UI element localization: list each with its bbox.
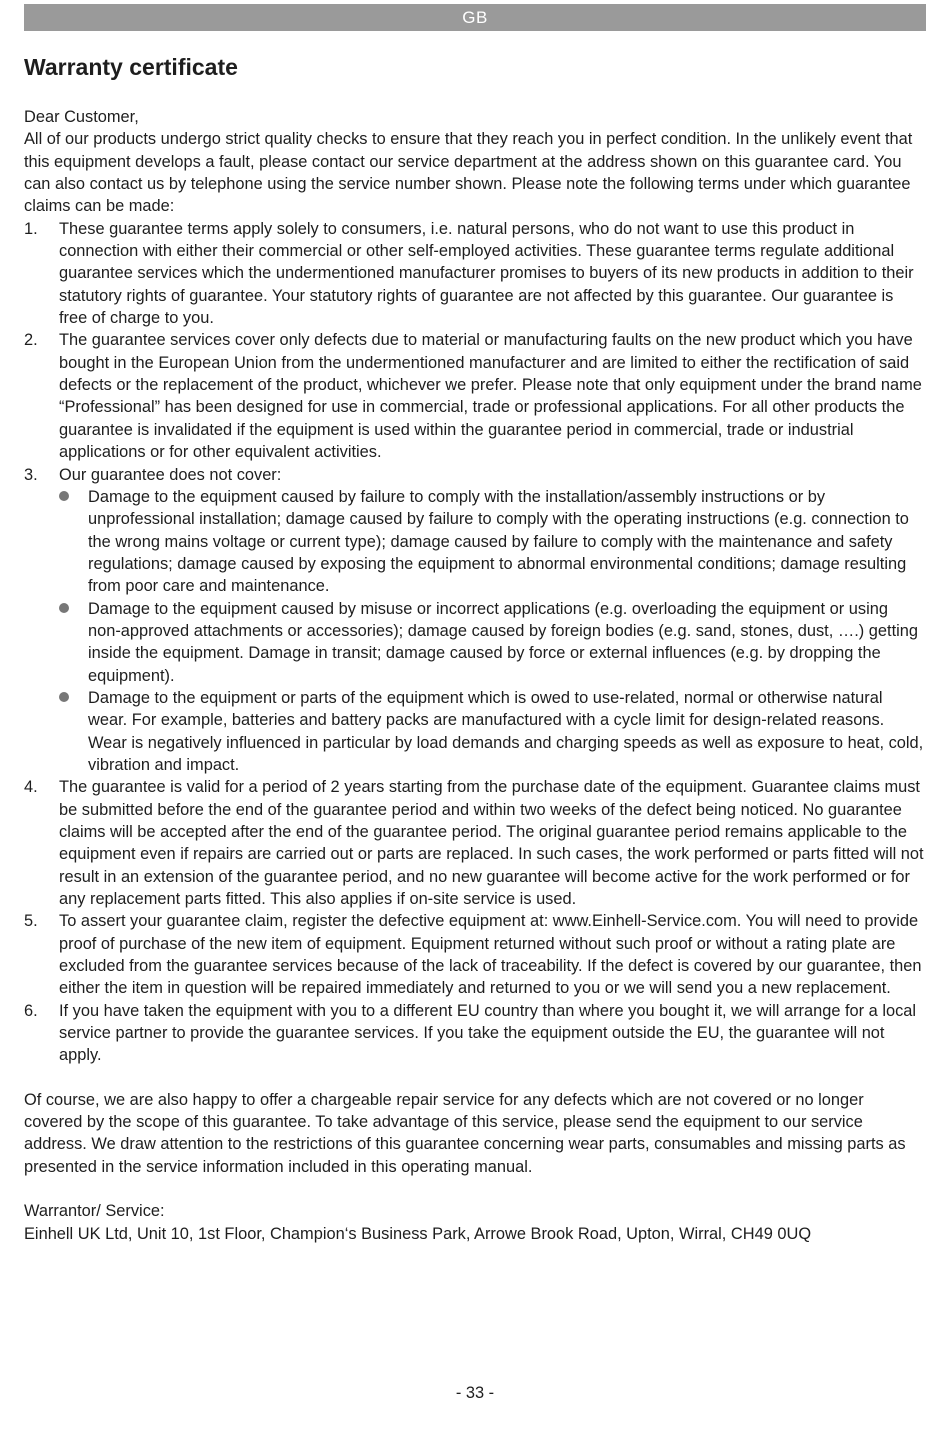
exclusion-item <box>59 687 924 776</box>
exclusion-item <box>59 486 924 598</box>
term-text: If you have taken the equipment with you to a different EU country than where you bought it, we will arrange for a local service partner to provide the guarantee services. If you take the equipment outside the EU, the guarantee will not apply. <box>59 1001 917 1065</box>
exclusion-item <box>59 598 924 687</box>
language-header-bar <box>24 4 926 31</box>
term-item-1 <box>24 218 924 330</box>
repair-service-paragraph: Of course, we are also happy to offer a chargeable repair service for any defects which are not covered or no longer covered by the scope of this guarantee. To take advantage of this service, please send the equipment to our service address. We draw attention to the restrictions of this guarantee concerning wear parts, consumables and missing parts as presented in the service information included in this operating manual. <box>24 1090 906 1176</box>
term-text: The guarantee services cover only defects due to material or manufacturing faults on the new product which you have bought in the European Union from the undermentioned manufacturer and are limited to either the rectification of said defects or the replacement of the product, whichever we prefer. Please note that only equipment under the brand name “Professional” has been designed for use in commercial, trade or professional applications. For all other products the guarantee is invalidated if the equipment is used within the guarantee period in commercial, trade or industrial applications or for other equivalent activities. <box>59 331 922 462</box>
term-number: 3. <box>24 465 38 484</box>
term-text: These guarantee terms apply solely to consumers, i.e. natural persons, who do not want to use this product in connection with either their commercial or other self-employed activities. These guarantee terms regulate additional guarantee services which the undermentioned manufacturer promises to buyers of its new products in addition to their statutory rights of guarantee. Your statutory rights of guarantee are not affected by this guarantee. Our guarantee is free of charge to you. <box>59 219 914 328</box>
term-number: 2. <box>24 331 38 350</box>
spacer <box>24 1067 924 1089</box>
term-number: 4. <box>24 778 38 797</box>
bullet-icon <box>59 603 69 613</box>
term-item-6 <box>24 1000 924 1067</box>
page-number: - 33 - <box>455 1384 495 1402</box>
warranty-body <box>24 106 924 1245</box>
term-text: To assert your guarantee claim, register the defective equipment at: www.Einhell-Service.com. You will need to provide proof of purchase of the new item of equipment. Equipment returned without such proof or without a rating plate are excluded from the guarantee services because of the lack of traceability. If the defect is covered by our guarantee, then either the item in question will be repaired immediately and returned to you or we will send you a new replacement. <box>59 912 922 998</box>
exclusion-text: Damage to the equipment caused by failure to comply with the installation/assembly instructions or by unprofessional installation; damage caused by failure to comply with the operating instructions (e.g. connection to the wrong mains voltage or current type); damage caused by failure to comply with the maintenance and safety regulations; damage caused by exposing the equipment to abnormal environmental conditions; damage resulting from poor care and maintenance. <box>88 487 909 596</box>
spacer <box>24 1178 924 1200</box>
term-item-5 <box>24 910 924 999</box>
exclusion-text: Damage to the equipment caused by misuse or incorrect applications (e.g. overloading the equipment or using non-approved attachments or accessories); damage caused by foreign bodies (e.g. sand, stones, dust, ….) getting inside the equipment. Damage in transit; damage caused by force or external influences (e.g. by dropping the equipment). <box>88 599 919 685</box>
language-code: GB <box>462 8 488 27</box>
term-number: 1. <box>24 219 38 238</box>
page-title: Warranty certificate <box>24 54 238 80</box>
bullet-icon <box>59 692 69 702</box>
exclusion-text: Damage to the equipment or parts of the equipment which is owed to use-related, normal or otherwise natural wear. For example, batteries and battery packs are manufactured with a cycle limit for design-related reasons. Wear is negatively influenced in particular by load demands and charging speeds as well as exposure to heat, cold, vibration and impact. <box>88 688 924 774</box>
bullet-icon <box>59 491 69 501</box>
term-item-4 <box>24 776 924 910</box>
term-text: The guarantee is valid for a period of 2 years starting from the purchase date of the equipment. Guarantee claims must be submitted before the end of the guarantee period and within two weeks of the defect being noticed. No guarantee claims will be accepted after the end of the guarantee period. The original guarantee period remains applicable to the equipment even if repairs are carried out or parts are replaced. In such cases, the work performed or parts fitted will not result in an extension of the guarantee period, and no new guarantee will become active for the work performed or for any replacement parts fitted. This also applies if on-site service is used. <box>59 778 924 909</box>
intro-paragraph: All of our products undergo strict quality checks to ensure that they reach you in perfect condition. In the unlikely event that this equipment develops a fault, please contact our service department at the address shown on this guarantee card. You can also contact us by telephone using the service number shown. Please note the following terms under which guarantee claims can be made: <box>24 130 913 216</box>
warrantor-address: Einhell UK Ltd, Unit 10, 1st Floor, Champion‘s Business Park, Arrowe Brook Road, Upton, Wirral, CH49 0UQ <box>24 1224 812 1243</box>
term-number: 5. <box>24 912 38 931</box>
term-text: Our guarantee does not cover: <box>59 465 282 484</box>
term-item-3 <box>24 464 924 777</box>
term-number: 6. <box>24 1001 38 1020</box>
warrantor-label: Warrantor/ Service: <box>24 1202 165 1221</box>
terms-list <box>24 218 924 1067</box>
term-item-2 <box>24 329 924 463</box>
greeting: Dear Customer, <box>24 108 139 126</box>
exclusions-list <box>59 486 924 776</box>
